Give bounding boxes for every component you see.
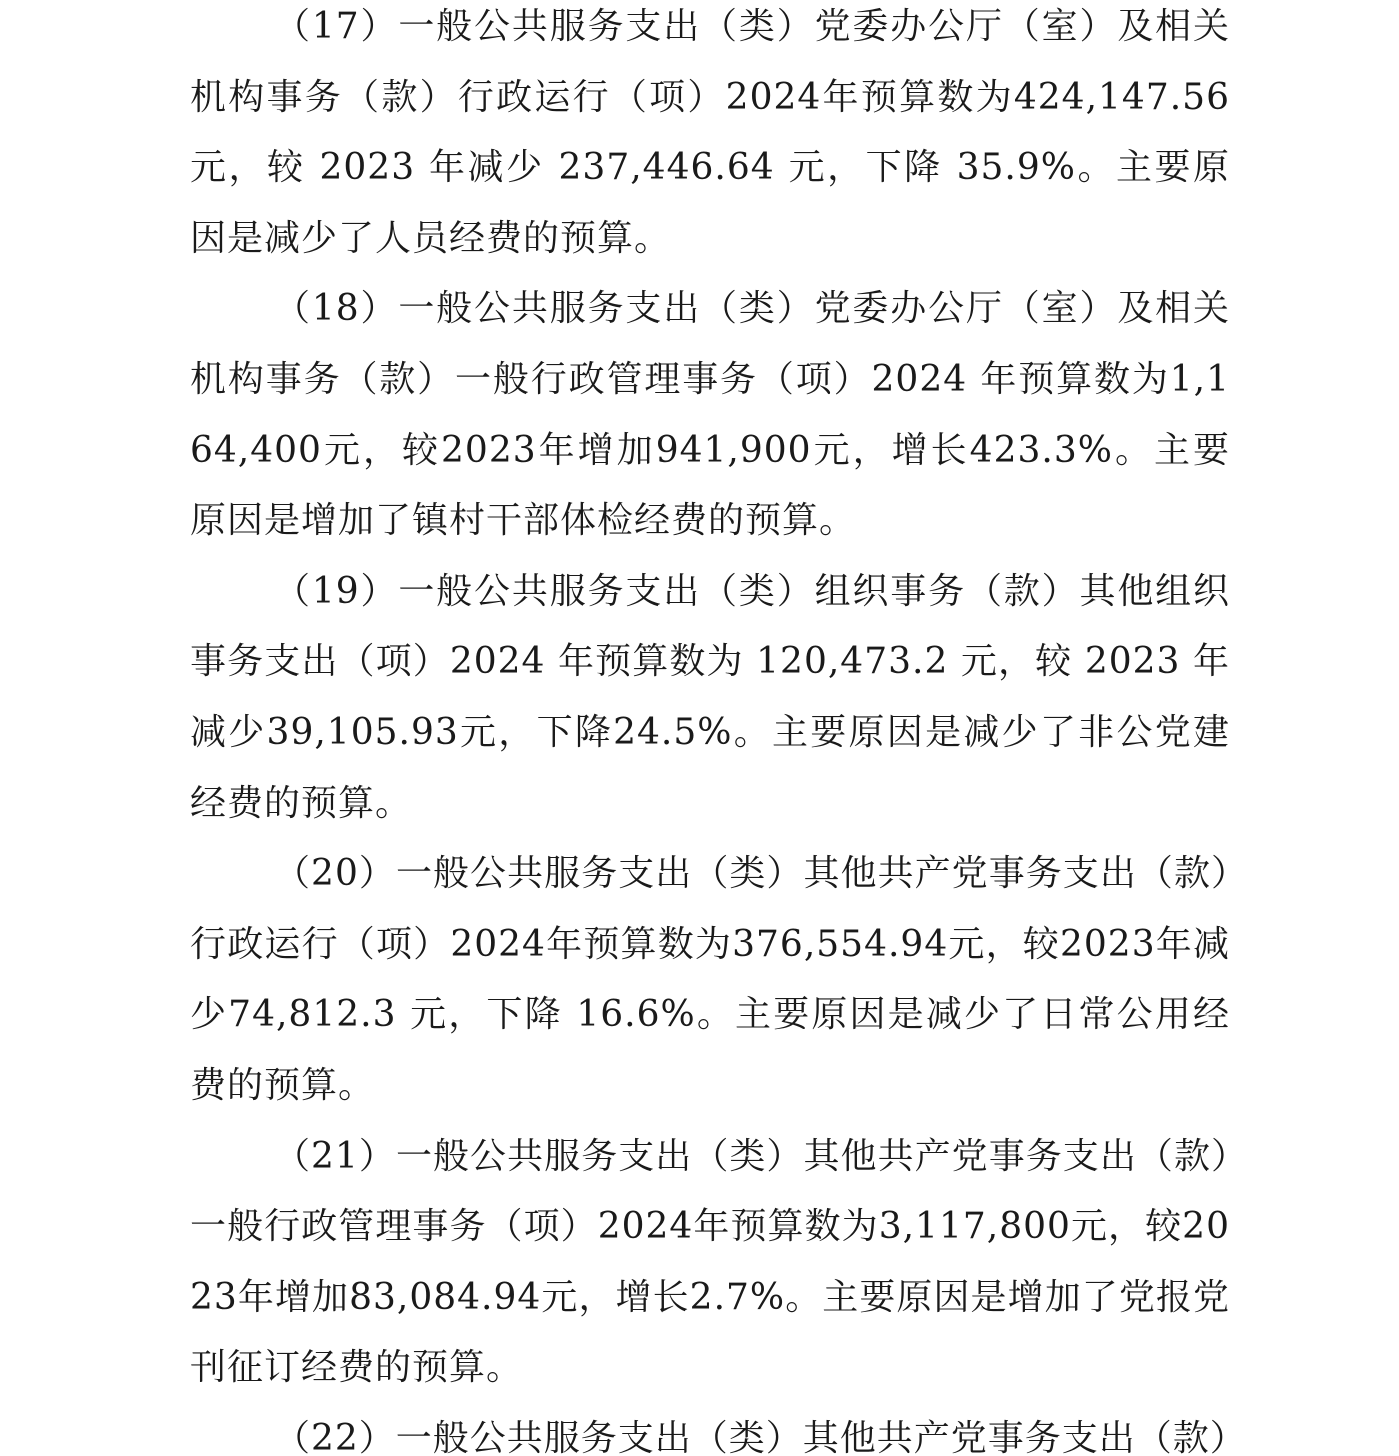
- paragraph-item-18: （18）一般公共服务支出（类）党委办公厅（室）及相关机构事务（款）一般行政管理事务（项）2024 年预算数为1,164,400元，较2023年增加941,900元，增长423.3%。主要原因是增加了镇村干部体检经费的预算。: [190, 288, 1230, 542]
- paragraph-item-19: （19）一般公共服务支出（类）组织事务（款）其他组织事务支出（项）2024 年预算数为 120,473.2 元，较 2023 年减少39,105.93元，下降24.5%。主要原因是减少了非公党建经费的预算。: [190, 570, 1230, 824]
- paragraph-item-20: （20）一般公共服务支出（类）其他共产党事务支出（款）行政运行（项）2024年预算数为376,554.94元，较2023年减少74,812.3 元，下降 16.6%。主要原因是减少了日常公用经费的预算。: [190, 853, 1230, 1106]
- paragraph-item-22: （22）一般公共服务支出（类）其他共产党事务支出（款）: [274, 1417, 1247, 1456]
- document-body: [190, 0, 1247, 1456]
- paragraph-item-17: （17）一般公共服务支出（类）党委办公厅（室）及相关机构事务（款）行政运行（项）2024年预算数为424,147.56元，较 2023 年减少 237,446.64 元，下降 35.9%。主要原因是减少了人员经费的预算。: [190, 6, 1230, 259]
- paragraph-item-21: （21）一般公共服务支出（类）其他共产党事务支出（款）一般行政管理事务（项）2024年预算数为3,117,800元，较2023年增加83,084.94元，增长2.7%。主要原因是增加了党报党刊征订经费的预算。: [190, 1135, 1230, 1389]
